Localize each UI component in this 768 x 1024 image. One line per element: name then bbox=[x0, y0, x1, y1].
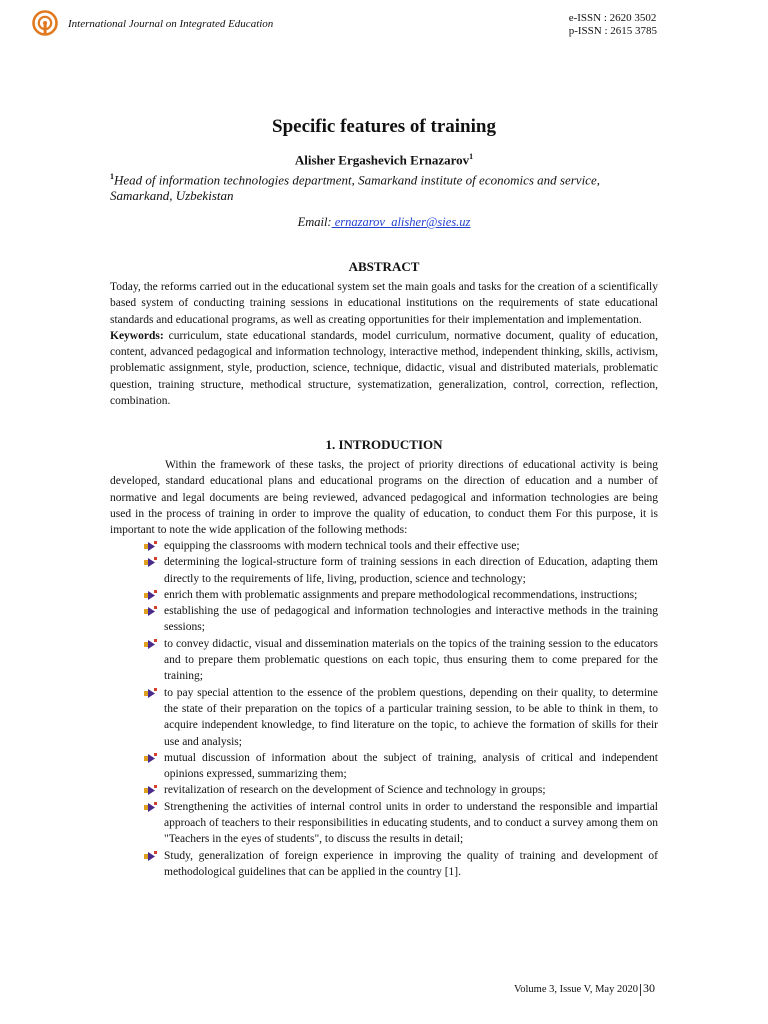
bullet-arrow-icon bbox=[144, 753, 158, 764]
bullet-arrow-icon bbox=[144, 639, 158, 650]
page-footer bbox=[514, 981, 655, 996]
journal-logo-icon bbox=[32, 10, 58, 36]
keywords-paragraph bbox=[110, 328, 658, 409]
bullet-arrow-icon bbox=[144, 606, 158, 617]
abstract-body bbox=[110, 279, 658, 409]
affiliation-superscript: 1 bbox=[110, 172, 114, 181]
email-label: Email: bbox=[297, 215, 332, 229]
volume-info: Volume 3, Issue V, May 2020 bbox=[514, 984, 638, 995]
page-header bbox=[0, 0, 768, 50]
bullet-arrow-icon bbox=[144, 785, 158, 796]
bullet-arrow-icon bbox=[144, 851, 158, 862]
paper-title: Specific features of training bbox=[272, 116, 496, 137]
author-superscript: 1 bbox=[469, 152, 474, 161]
keywords-text: curriculum, state educational standards, model curriculum, normative document, quality of education, content, advanced pedagogical and information technology, interactive method, independent thinking, skills, activism, problematic assignment, style, production, science, technique, didactic, visual and distributed materials, problematic question, training structure, methodical structure, systematization, generalization, control, correction, reflection, combination. bbox=[110, 329, 658, 408]
affiliation bbox=[110, 169, 660, 204]
bullet-arrow-icon bbox=[144, 802, 158, 813]
list-item-text: establishing the use of pedagogical and information technologies and interactive methods in the training sessions; bbox=[164, 605, 658, 634]
list-item-text: revitalization of research on the development of Science and technology in groups; bbox=[164, 784, 546, 797]
list-item bbox=[110, 603, 658, 636]
list-item bbox=[110, 538, 658, 554]
bullet-arrow-icon bbox=[144, 541, 158, 552]
bullet-arrow-icon bbox=[144, 557, 158, 568]
methods-list bbox=[110, 538, 658, 880]
list-item-text: determining the logical-structure form of training sessions in each direction of Education, adapting them directly to the requirements of life, living, production, science and technology; bbox=[164, 556, 658, 585]
list-item bbox=[110, 587, 658, 603]
list-item bbox=[110, 685, 658, 750]
list-item bbox=[110, 750, 658, 783]
abstract-heading: ABSTRACT bbox=[348, 259, 420, 274]
list-item bbox=[110, 799, 658, 848]
list-item-text: to pay special attention to the essence of the problem questions, depending on their quality, to determine the state of their preparation on the topics of a particular training session, to be able to think in them, to acquire independent knowledge, to find literature on the topic, to achieve the formation of skills for their use and analysis; bbox=[164, 686, 658, 748]
list-item-text: Study, generalization of foreign experience in improving the quality of training and development of methodological guidelines that can be applied in the country [1]. bbox=[164, 849, 658, 878]
list-item-text: Strengthening the activities of internal control units in order to understand the responsible and impartial approach of teachers to their responsibilities in educating students, and to conduct a survey among them on "Teachers in the eyes of students", to discuss the results in detail; bbox=[164, 800, 658, 846]
page-number: 30 bbox=[642, 981, 655, 995]
list-item-text: enrich them with problematic assignments and prepare methodological recommendations, instructions; bbox=[164, 588, 638, 601]
p-issn: p-ISSN : 2615 3785 bbox=[568, 25, 657, 37]
keywords-label: Keywords: bbox=[110, 329, 164, 342]
author-line bbox=[0, 152, 768, 168]
list-item-text: to convey didactic, visual and dissemination materials on the topics of the training session to the educators and to prepare them problematic questions on each topic, thus ensuring them to come prepared for the training; bbox=[164, 637, 658, 683]
list-item-text: mutual discussion of information about the subject of training, analysis of critical and independent opinions expressed, summarizing them; bbox=[164, 751, 658, 781]
issn-block bbox=[569, 12, 657, 38]
footer-divider bbox=[640, 984, 641, 996]
introduction-paragraph: Within the framework of these tasks, the project of priority directions of educational activity is being developed, standard educational plans and educational programs on the direction of education and a number of normative and legal documents are being reviewed, advanced pedagogical and information technologies are being used in the process of training in order to improve the quality of education, to conduct them For this purpose, it is important to note the wide application of the following methods: bbox=[110, 459, 658, 537]
list-item bbox=[110, 636, 658, 685]
author-name: Alisher Ergashevich Ernazarov bbox=[294, 152, 470, 168]
bullet-arrow-icon bbox=[144, 688, 158, 699]
email-line bbox=[0, 215, 768, 230]
journal-name: International Journal on Integrated Education bbox=[68, 18, 274, 30]
list-item-text: equipping the classrooms with modern technical tools and their effective use; bbox=[164, 540, 520, 552]
abstract-text: Today, the reforms carried out in the educational system set the main goals and tasks for the creation of a scientifically based system of conducting training sessions in educational institutions on the requirements of state educational standards and educational programs, as well as creating opportunities for their implementation and implementation. bbox=[110, 281, 658, 326]
e-issn: e-ISSN : 2620 3502 bbox=[568, 12, 657, 24]
list-item bbox=[110, 848, 658, 881]
bullet-arrow-icon bbox=[144, 590, 158, 601]
list-item bbox=[110, 554, 658, 587]
email-link[interactable]: ernazarov_alisher@sies.uz bbox=[331, 215, 471, 229]
introduction-heading: 1. INTRODUCTION bbox=[325, 437, 443, 452]
affiliation-text: Head of information technologies department, Samarkand institute of economics and service, Samarkand, Uzbekistan bbox=[110, 172, 600, 204]
list-item bbox=[110, 782, 658, 798]
